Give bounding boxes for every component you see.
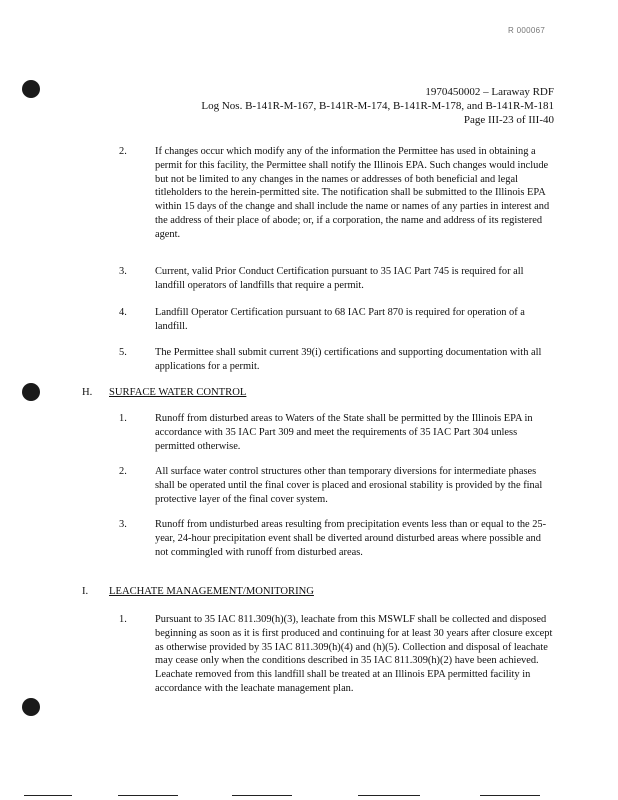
item-text: Pursuant to 35 IAC 811.309(h)(3), leachate from this MSWLF shall be collected and disposed beginning as soon as it is first produced and continuing for at least 30 years after closure except as otherwise provided by 35 IAC 811.309(h)(4) and (h)(5). Collection and disposal of leachate may cease only when the conditions described in 35 IAC 811.309(h)(2) have been achieved. Leachate removed from this landfill shall be treated at an Illinois EPA permitted facility in accordance with the leachate management plan. <box>155 614 553 694</box>
item-number: 2. <box>119 146 127 157</box>
section-title: LEACHATE MANAGEMENT/MONITORING <box>109 586 314 597</box>
item-text: The Permittee shall submit current 39(i) certifications and supporting documentation with all applications for a permit. <box>155 347 542 372</box>
bates-number: R 000067 <box>508 26 546 35</box>
section-letter: H. <box>82 387 93 398</box>
punch-hole <box>22 698 40 716</box>
footer-rule <box>24 795 72 796</box>
permit-title: 1970450002 – Laraway RDF <box>425 86 554 98</box>
item-number: 5. <box>119 347 127 358</box>
item-text: Current, valid Prior Conduct Certification pursuant to 35 IAC Part 745 is required for all landfill operators of landfills that require a permit. <box>155 266 524 291</box>
footer-rule <box>232 795 292 796</box>
item-number: 1. <box>119 614 127 625</box>
footer-rule <box>358 795 420 796</box>
punch-hole <box>22 80 40 98</box>
section-title: SURFACE WATER CONTROL <box>109 387 247 398</box>
section-letter: I. <box>82 586 89 597</box>
item-number: 3. <box>119 266 127 277</box>
log-numbers: Log Nos. B-141R-M-167, B-141R-M-174, B-141R-M-178, and B-141R-M-181 <box>201 100 554 112</box>
footer-rule <box>480 795 540 796</box>
item-number: 4. <box>119 307 127 318</box>
item-text: Runoff from disturbed areas to Waters of the State shall be permitted by the Illinois EPA in accordance with 35 IAC Part 309 and meet the requirements of 35 IAC Part 304 unless permitted otherwise. <box>155 413 533 452</box>
item-number: 1. <box>119 413 127 424</box>
punch-hole <box>22 383 40 401</box>
item-number: 2. <box>119 466 127 477</box>
item-text: If changes occur which modify any of the information the Permittee has used in obtaining a permit for this facility, the Permittee shall notify the Illinois EPA. Such changes would include but not be limited to any changes in the names or addresses of both beneficial and legal titleholders to the herein-permitted site. The notification shall be submitted to the Illinois EPA within 15 days of the change and shall include the name or names of any parties in interest and the address of their place of abode; or, if a corporation, the name and address of its registered agent. <box>155 146 550 240</box>
item-text: Runoff from undisturbed areas resulting from precipitation events less than or equal to the 25-year, 24-hour precipitation event shall be diverted around disturbed areas where possible and not commingled with runoff from disturbed areas. <box>155 519 547 558</box>
item-number: 3. <box>119 519 127 530</box>
item-text: All surface water control structures other than temporary diversions for intermediate phases shall be operated until the final cover is placed and erosional stability is provided by the final protective layer of the final cover system. <box>155 466 543 505</box>
document-header <box>201 85 554 127</box>
item-text: Landfill Operator Certification pursuant to 68 IAC Part 870 is required for operation of a landfill. <box>155 307 525 332</box>
page-number: Page III-23 of III-40 <box>463 114 554 126</box>
footer-rule <box>118 795 178 796</box>
